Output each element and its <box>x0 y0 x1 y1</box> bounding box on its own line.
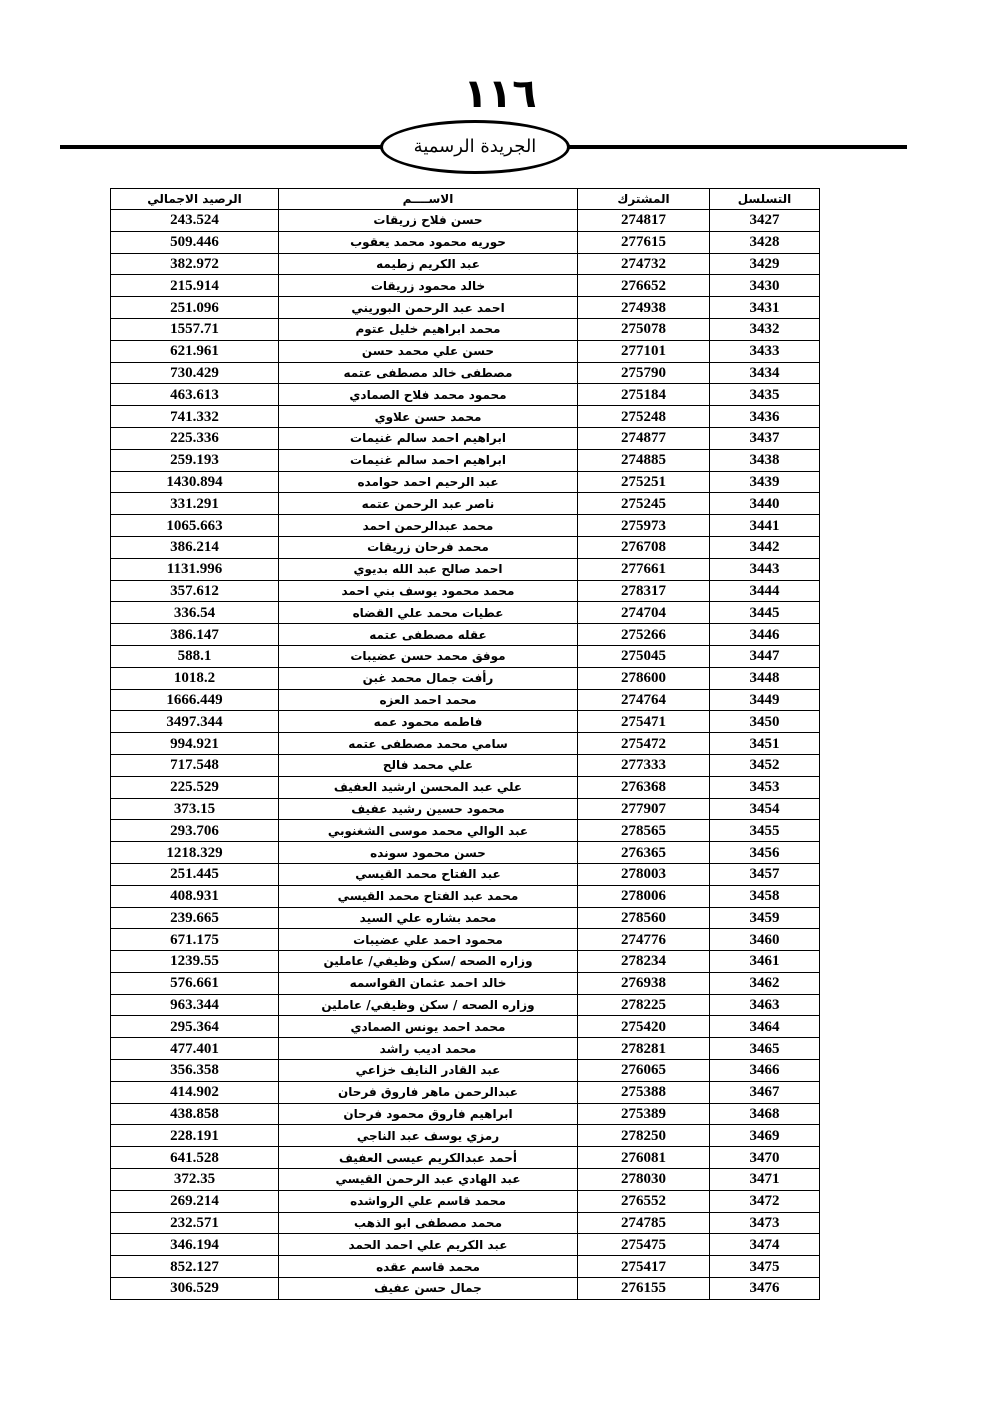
cell-subscriber: 274938 <box>578 297 710 319</box>
cell-name: محمد حسن علاوي <box>279 406 578 428</box>
cell-balance: 331.291 <box>111 493 279 515</box>
cell-name: محمد احمد يونس الصمادي <box>279 1016 578 1038</box>
cell-balance: 386.147 <box>111 624 279 646</box>
cell-balance: 576.661 <box>111 972 279 994</box>
header-subscriber: المشترك <box>578 189 710 210</box>
cell-name: خالد احمد عثمان القواسمه <box>279 972 578 994</box>
cell-subscriber: 278225 <box>578 994 710 1016</box>
cell-serial: 3454 <box>710 798 820 820</box>
table-row <box>111 406 820 428</box>
cell-serial: 3445 <box>710 602 820 624</box>
cell-balance: 228.191 <box>111 1125 279 1147</box>
cell-serial: 3471 <box>710 1169 820 1191</box>
cell-name: حوريه محمود محمد يعقوب <box>279 231 578 253</box>
table-row <box>111 1038 820 1060</box>
cell-subscriber: 274732 <box>578 253 710 275</box>
cell-balance: 477.401 <box>111 1038 279 1060</box>
cell-name: محمود احمد علي عضيبات <box>279 929 578 951</box>
cell-subscriber: 274704 <box>578 602 710 624</box>
cell-subscriber: 274877 <box>578 427 710 449</box>
cell-name: محمد فرحان زريقات <box>279 536 578 558</box>
table-row <box>111 340 820 362</box>
cell-name: محمد محمود يوسف بني احمد <box>279 580 578 602</box>
cell-name: احمد صالح عبد الله بديوي <box>279 558 578 580</box>
cell-name: محمود محمد فلاح الصمادي <box>279 384 578 406</box>
table-row <box>111 231 820 253</box>
cell-name: محمد قاسم عقده <box>279 1256 578 1278</box>
cell-balance: 509.446 <box>111 231 279 253</box>
cell-subscriber: 274785 <box>578 1212 710 1234</box>
cell-serial: 3456 <box>710 842 820 864</box>
table-row <box>111 907 820 929</box>
masthead-oval <box>380 120 570 174</box>
cell-serial: 3458 <box>710 885 820 907</box>
cell-serial: 3449 <box>710 689 820 711</box>
cell-subscriber: 278560 <box>578 907 710 929</box>
table-row <box>111 384 820 406</box>
cell-balance: 671.175 <box>111 929 279 951</box>
cell-subscriber: 275790 <box>578 362 710 384</box>
cell-name: موفق محمد حسن عضيبات <box>279 645 578 667</box>
cell-serial: 3470 <box>710 1147 820 1169</box>
cell-name: عبد الرحيم احمد حوامده <box>279 471 578 493</box>
cell-name: احمد عبد الرحمن البوريني <box>279 297 578 319</box>
cell-serial: 3435 <box>710 384 820 406</box>
table-row <box>111 842 820 864</box>
cell-balance: 232.571 <box>111 1212 279 1234</box>
cell-serial: 3462 <box>710 972 820 994</box>
cell-subscriber: 275251 <box>578 471 710 493</box>
cell-subscriber: 277907 <box>578 798 710 820</box>
cell-serial: 3467 <box>710 1081 820 1103</box>
cell-subscriber: 275245 <box>578 493 710 515</box>
cell-name: وزاره الصحه / سكن وظيفي/ عاملين <box>279 994 578 1016</box>
table-row <box>111 689 820 711</box>
cell-name: عطيات محمد علي القضاه <box>279 602 578 624</box>
cell-serial: 3436 <box>710 406 820 428</box>
cell-name: جمال حسن عفيف <box>279 1278 578 1300</box>
cell-serial: 3443 <box>710 558 820 580</box>
cell-subscriber: 275471 <box>578 711 710 733</box>
cell-balance: 641.528 <box>111 1147 279 1169</box>
cell-serial: 3438 <box>710 449 820 471</box>
cell-balance: 215.914 <box>111 275 279 297</box>
cell-subscriber: 274817 <box>578 210 710 232</box>
cell-serial: 3466 <box>710 1060 820 1082</box>
cell-subscriber: 276652 <box>578 275 710 297</box>
cell-subscriber: 276708 <box>578 536 710 558</box>
cell-balance: 295.364 <box>111 1016 279 1038</box>
table-row <box>111 798 820 820</box>
table-row <box>111 449 820 471</box>
cell-subscriber: 275389 <box>578 1103 710 1125</box>
cell-serial: 3464 <box>710 1016 820 1038</box>
table-row <box>111 972 820 994</box>
table-row <box>111 1190 820 1212</box>
cell-subscriber: 278250 <box>578 1125 710 1147</box>
cell-balance: 259.193 <box>111 449 279 471</box>
cell-subscriber: 275420 <box>578 1016 710 1038</box>
table-row <box>111 1147 820 1169</box>
cell-subscriber: 276938 <box>578 972 710 994</box>
cell-subscriber: 275266 <box>578 624 710 646</box>
cell-subscriber: 275475 <box>578 1234 710 1256</box>
cell-name: محمد عبدالرحمن احمد <box>279 515 578 537</box>
cell-name: فاطمه محمود عمه <box>279 711 578 733</box>
cell-subscriber: 278317 <box>578 580 710 602</box>
cell-name: محمود حسين رشيد عفيف <box>279 798 578 820</box>
page-number: ١١٦ <box>463 71 537 117</box>
cell-serial: 3472 <box>710 1190 820 1212</box>
cell-balance: 372.35 <box>111 1169 279 1191</box>
cell-balance: 1239.55 <box>111 951 279 973</box>
cell-subscriber: 275248 <box>578 406 710 428</box>
cell-balance: 438.858 <box>111 1103 279 1125</box>
cell-subscriber: 278565 <box>578 820 710 842</box>
cell-subscriber: 276365 <box>578 842 710 864</box>
cell-name: عبد الوالي محمد موسى الشغنوبي <box>279 820 578 842</box>
cell-name: محمد ابراهيم خليل عتوم <box>279 318 578 340</box>
cell-name: محمد بشاره علي السيد <box>279 907 578 929</box>
header-row <box>111 189 820 210</box>
cell-subscriber: 278281 <box>578 1038 710 1060</box>
table-row <box>111 754 820 776</box>
cell-serial: 3444 <box>710 580 820 602</box>
cell-name: ابراهيم احمد سالم غنيمات <box>279 427 578 449</box>
cell-name: محمد مصطفى ابو الذهب <box>279 1212 578 1234</box>
cell-subscriber: 277661 <box>578 558 710 580</box>
table-row <box>111 951 820 973</box>
cell-balance: 1131.996 <box>111 558 279 580</box>
cell-subscriber: 275388 <box>578 1081 710 1103</box>
cell-balance: 1065.663 <box>111 515 279 537</box>
cell-serial: 3451 <box>710 733 820 755</box>
table-row <box>111 536 820 558</box>
header-name: الاســــم <box>279 189 578 210</box>
cell-name: مصطفى خالد مصطفى عتمه <box>279 362 578 384</box>
cell-subscriber: 277101 <box>578 340 710 362</box>
cell-name: محمد قاسم علي الرواشده <box>279 1190 578 1212</box>
cell-balance: 1430.894 <box>111 471 279 493</box>
cell-balance: 346.194 <box>111 1234 279 1256</box>
cell-subscriber: 275472 <box>578 733 710 755</box>
cell-balance: 225.336 <box>111 427 279 449</box>
cell-name: حسن فلاح زريقات <box>279 210 578 232</box>
cell-name: محمد عبد الفتاح محمد القيسي <box>279 885 578 907</box>
cell-balance: 357.612 <box>111 580 279 602</box>
cell-subscriber: 275078 <box>578 318 710 340</box>
cell-balance: 356.358 <box>111 1060 279 1082</box>
cell-serial: 3433 <box>710 340 820 362</box>
cell-balance: 239.665 <box>111 907 279 929</box>
cell-serial: 3460 <box>710 929 820 951</box>
cell-balance: 382.972 <box>111 253 279 275</box>
table-row <box>111 1169 820 1191</box>
cell-balance: 588.1 <box>111 645 279 667</box>
cell-serial: 3439 <box>710 471 820 493</box>
cell-balance: 741.332 <box>111 406 279 428</box>
cell-subscriber: 274776 <box>578 929 710 951</box>
table-row <box>111 711 820 733</box>
cell-serial: 3452 <box>710 754 820 776</box>
cell-serial: 3429 <box>710 253 820 275</box>
header-serial: التسلسل <box>710 189 820 210</box>
cell-balance: 463.613 <box>111 384 279 406</box>
cell-name: سامي محمد مصطفى عتمه <box>279 733 578 755</box>
cell-balance: 408.931 <box>111 885 279 907</box>
table-header <box>111 189 820 210</box>
cell-name: ابراهيم فاروق محمود فرحان <box>279 1103 578 1125</box>
table-row <box>111 1016 820 1038</box>
cell-serial: 3457 <box>710 863 820 885</box>
cell-serial: 3476 <box>710 1278 820 1300</box>
table-row <box>111 493 820 515</box>
cell-balance: 251.096 <box>111 297 279 319</box>
cell-name: حسن محمود سونده <box>279 842 578 864</box>
table-row <box>111 1234 820 1256</box>
cell-subscriber: 276155 <box>578 1278 710 1300</box>
table-row <box>111 863 820 885</box>
cell-serial: 3459 <box>710 907 820 929</box>
cell-subscriber: 274885 <box>578 449 710 471</box>
table-row <box>111 624 820 646</box>
cell-name: عقله مصطفى عتمه <box>279 624 578 646</box>
table-row <box>111 558 820 580</box>
table-row <box>111 667 820 689</box>
register-table <box>110 188 820 1300</box>
cell-name: علي محمد فالح <box>279 754 578 776</box>
cell-balance: 373.15 <box>111 798 279 820</box>
cell-name: محمد احمد العزه <box>279 689 578 711</box>
table-row <box>111 929 820 951</box>
cell-balance: 717.548 <box>111 754 279 776</box>
table-row <box>111 1060 820 1082</box>
cell-serial: 3442 <box>710 536 820 558</box>
cell-name: رمزي يوسف عبد الناجي <box>279 1125 578 1147</box>
cell-serial: 3434 <box>710 362 820 384</box>
cell-serial: 3446 <box>710 624 820 646</box>
table-row <box>111 645 820 667</box>
table-row <box>111 1278 820 1300</box>
cell-serial: 3448 <box>710 667 820 689</box>
cell-subscriber: 275045 <box>578 645 710 667</box>
table-row <box>111 1125 820 1147</box>
table-row <box>111 994 820 1016</box>
cell-balance: 293.706 <box>111 820 279 842</box>
cell-subscriber: 278003 <box>578 863 710 885</box>
cell-name: محمد اديب راشد <box>279 1038 578 1060</box>
masthead-rule-right <box>565 145 907 149</box>
cell-balance: 963.344 <box>111 994 279 1016</box>
cell-name: وزاره الصحه /سكن وظيفي/ عاملين <box>279 951 578 973</box>
cell-name: علي عبد المحسن ارشيد العفيف <box>279 776 578 798</box>
table-row <box>111 515 820 537</box>
cell-subscriber: 275417 <box>578 1256 710 1278</box>
cell-name: خالد محمود زريقات <box>279 275 578 297</box>
masthead-title: الجريدة الرسمية <box>413 136 537 157</box>
cell-serial: 3468 <box>710 1103 820 1125</box>
table-body <box>111 210 820 1300</box>
cell-serial: 3450 <box>710 711 820 733</box>
cell-serial: 3441 <box>710 515 820 537</box>
cell-name: عبد الكريم علي احمد الحمد <box>279 1234 578 1256</box>
cell-name: عبدالرحمن ماهر فاروق فرحان <box>279 1081 578 1103</box>
cell-subscriber: 277333 <box>578 754 710 776</box>
cell-serial: 3469 <box>710 1125 820 1147</box>
table-row <box>111 471 820 493</box>
cell-subscriber: 276065 <box>578 1060 710 1082</box>
cell-balance: 243.524 <box>111 210 279 232</box>
table-row <box>111 253 820 275</box>
cell-subscriber: 278234 <box>578 951 710 973</box>
cell-balance: 386.214 <box>111 536 279 558</box>
cell-balance: 852.127 <box>111 1256 279 1278</box>
cell-balance: 994.921 <box>111 733 279 755</box>
cell-balance: 1666.449 <box>111 689 279 711</box>
table-row <box>111 885 820 907</box>
cell-name: رأفت جمال محمد غبن <box>279 667 578 689</box>
cell-balance: 225.529 <box>111 776 279 798</box>
cell-name: عبد الفتاح محمد القيسي <box>279 863 578 885</box>
header-balance: الرصيد الاجمالي <box>111 189 279 210</box>
cell-subscriber: 276081 <box>578 1147 710 1169</box>
cell-balance: 621.961 <box>111 340 279 362</box>
cell-balance: 306.529 <box>111 1278 279 1300</box>
cell-subscriber: 275973 <box>578 515 710 537</box>
table-row <box>111 602 820 624</box>
table-row <box>111 580 820 602</box>
masthead-rule-left <box>60 145 390 149</box>
cell-balance: 1557.71 <box>111 318 279 340</box>
cell-balance: 1218.329 <box>111 842 279 864</box>
table-row <box>111 776 820 798</box>
cell-name: عبد الهادي عبد الرحمن القيسي <box>279 1169 578 1191</box>
table-row <box>111 297 820 319</box>
table-row <box>111 1256 820 1278</box>
cell-balance: 251.445 <box>111 863 279 885</box>
cell-serial: 3473 <box>710 1212 820 1234</box>
table-row <box>111 275 820 297</box>
cell-subscriber: 274764 <box>578 689 710 711</box>
cell-serial: 3428 <box>710 231 820 253</box>
cell-name: عبد القادر النايف خزاعي <box>279 1060 578 1082</box>
table-row <box>111 733 820 755</box>
table-row <box>111 820 820 842</box>
cell-serial: 3432 <box>710 318 820 340</box>
cell-name: حسن علي محمد حسن <box>279 340 578 362</box>
table-row <box>111 427 820 449</box>
cell-subscriber: 278030 <box>578 1169 710 1191</box>
cell-balance: 730.429 <box>111 362 279 384</box>
cell-balance: 1018.2 <box>111 667 279 689</box>
cell-serial: 3463 <box>710 994 820 1016</box>
cell-balance: 414.902 <box>111 1081 279 1103</box>
cell-balance: 3497.344 <box>111 711 279 733</box>
cell-serial: 3437 <box>710 427 820 449</box>
cell-serial: 3427 <box>710 210 820 232</box>
cell-serial: 3430 <box>710 275 820 297</box>
cell-serial: 3474 <box>710 1234 820 1256</box>
cell-serial: 3447 <box>710 645 820 667</box>
cell-serial: 3440 <box>710 493 820 515</box>
cell-subscriber: 277615 <box>578 231 710 253</box>
cell-balance: 336.54 <box>111 602 279 624</box>
cell-subscriber: 275184 <box>578 384 710 406</box>
cell-serial: 3465 <box>710 1038 820 1060</box>
cell-name: ناصر عبد الرحمن عتمه <box>279 493 578 515</box>
cell-name: عبد الكريم زطيمه <box>279 253 578 275</box>
table-row <box>111 210 820 232</box>
cell-balance: 269.214 <box>111 1190 279 1212</box>
table-row <box>111 1212 820 1234</box>
cell-serial: 3453 <box>710 776 820 798</box>
cell-name: أحمد عبدالكريم عيسى العفيف <box>279 1147 578 1169</box>
cell-name: ابراهيم احمد سالم غنيمات <box>279 449 578 471</box>
cell-subscriber: 276552 <box>578 1190 710 1212</box>
cell-subscriber: 278006 <box>578 885 710 907</box>
table-row <box>111 362 820 384</box>
cell-subscriber: 278600 <box>578 667 710 689</box>
cell-subscriber: 276368 <box>578 776 710 798</box>
table-row <box>111 1103 820 1125</box>
table-row <box>111 1081 820 1103</box>
cell-serial: 3431 <box>710 297 820 319</box>
table-row <box>111 318 820 340</box>
cell-serial: 3461 <box>710 951 820 973</box>
cell-serial: 3475 <box>710 1256 820 1278</box>
cell-serial: 3455 <box>710 820 820 842</box>
